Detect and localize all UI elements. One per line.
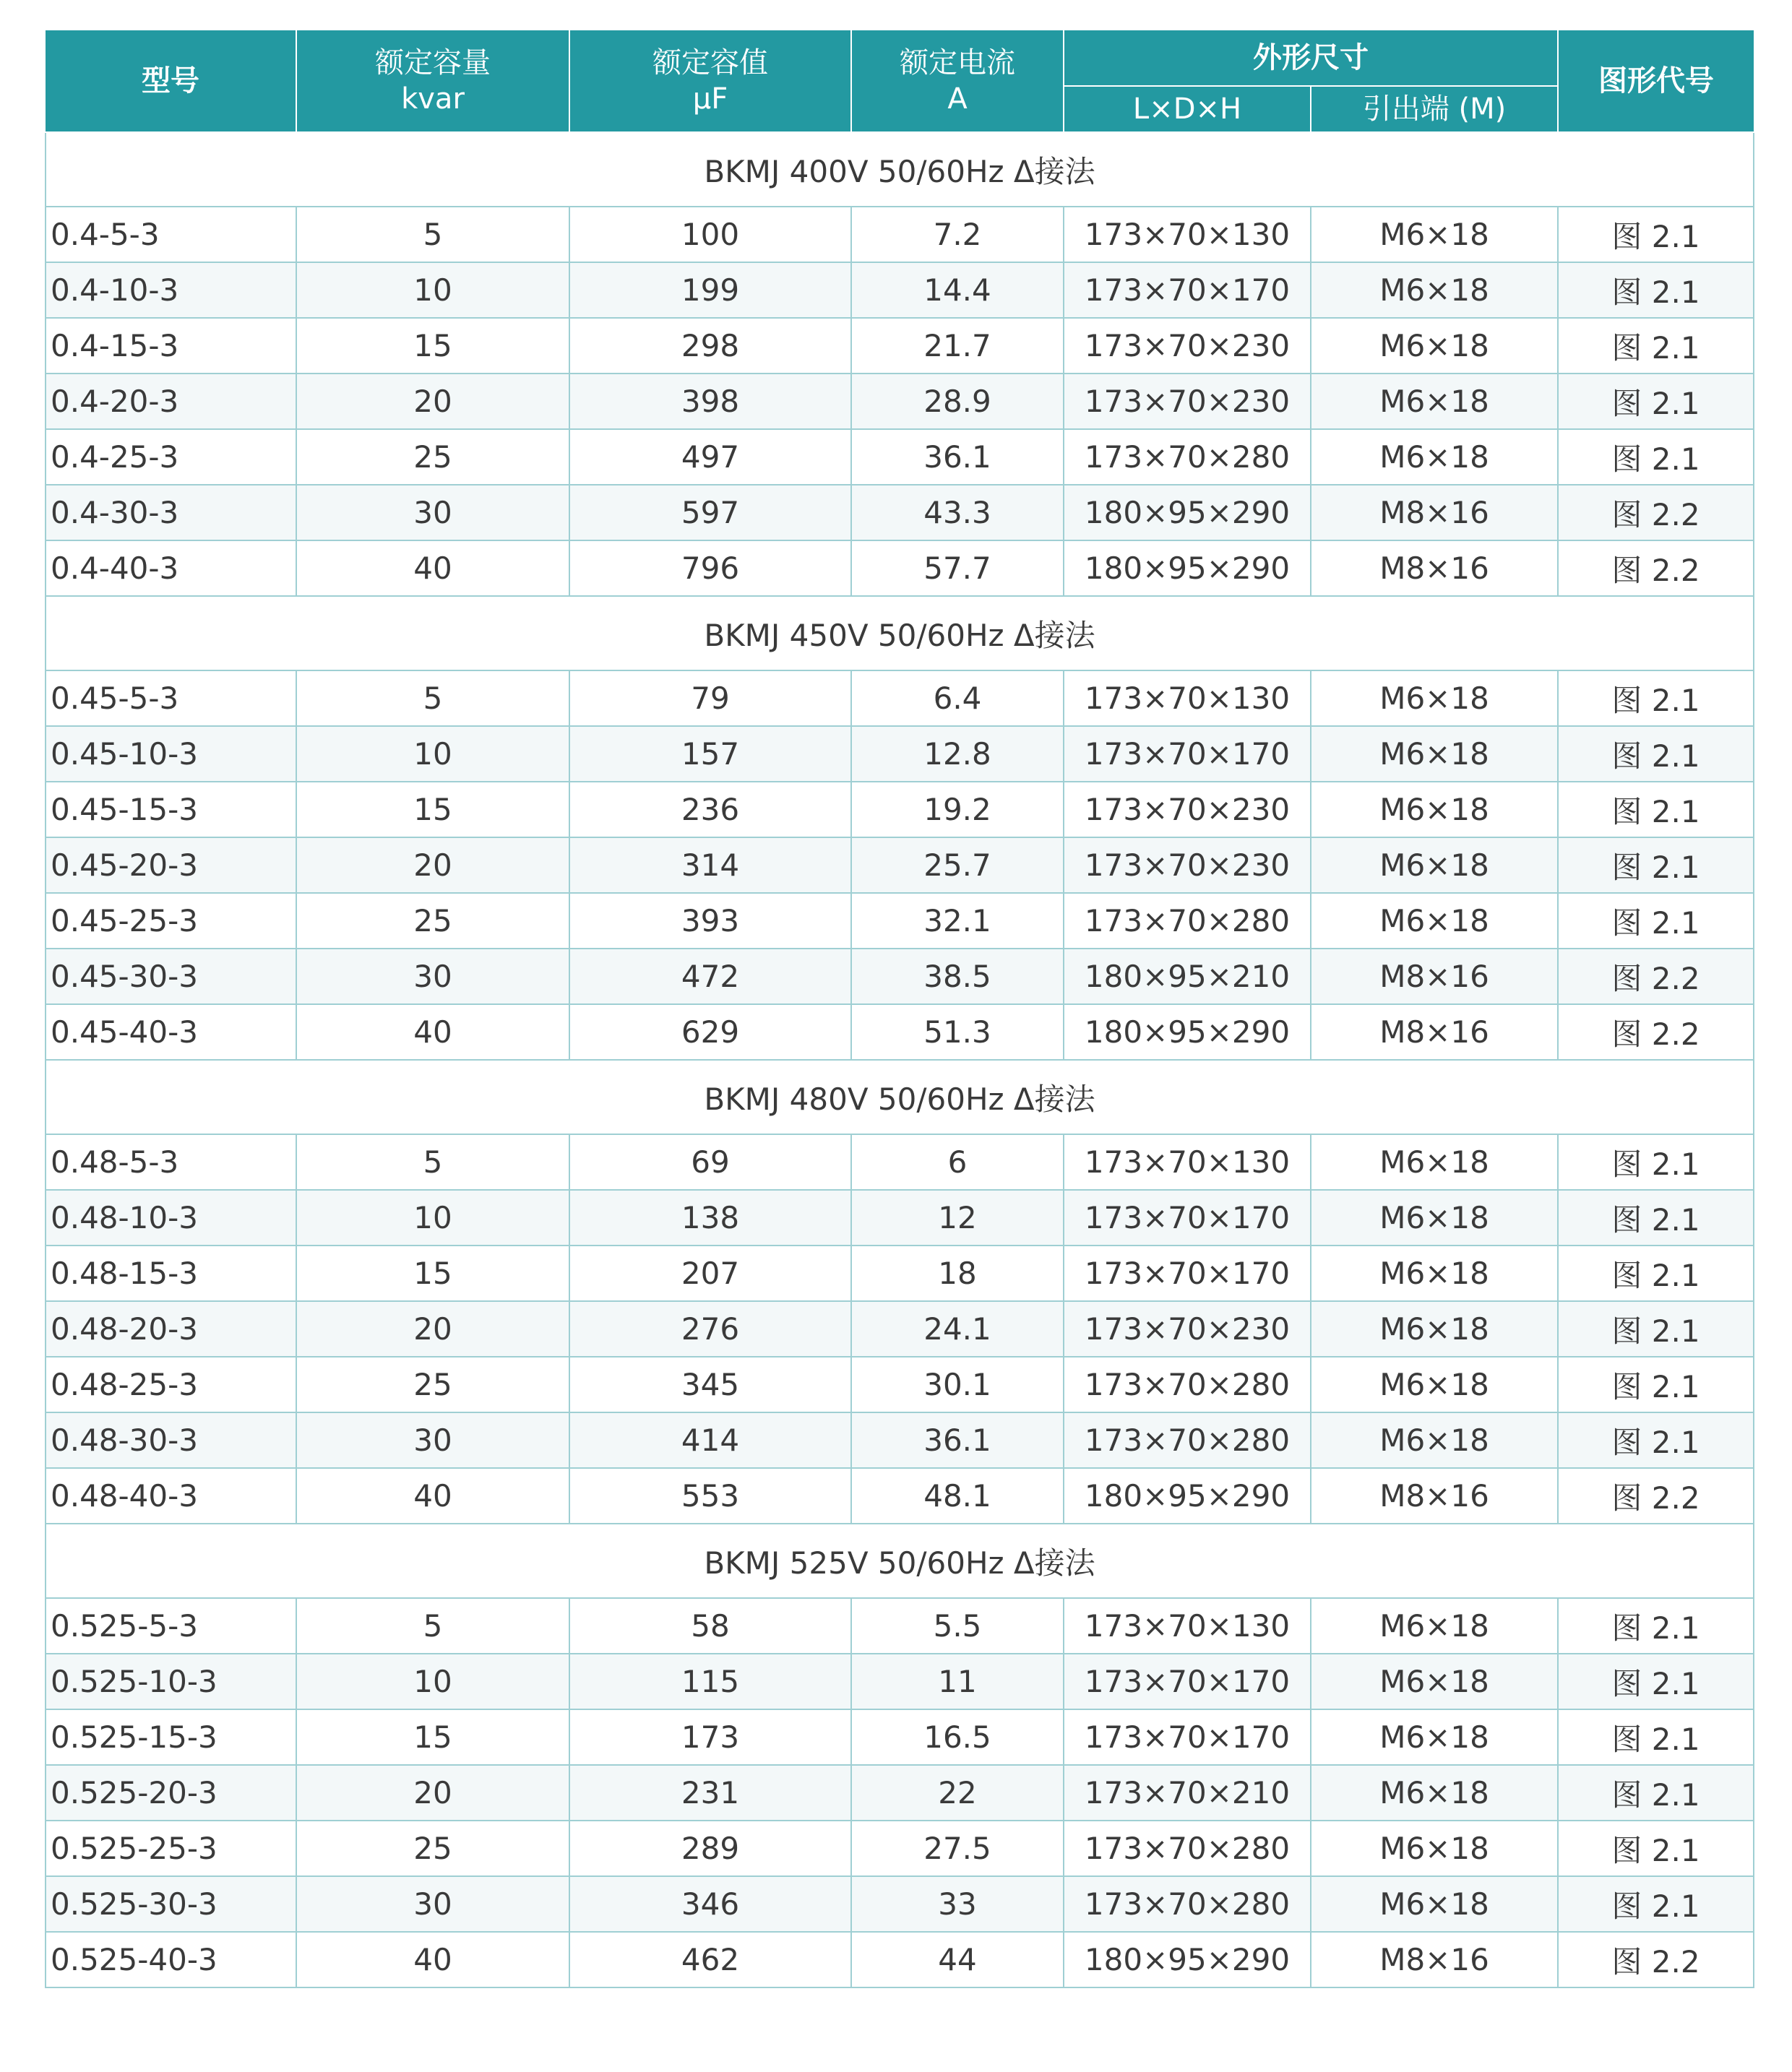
cell-dims-lxdxh: 180×95×290 xyxy=(1064,1932,1311,1987)
cell-capacitance: 462 xyxy=(569,1932,851,1987)
cell-capacitance: 497 xyxy=(569,429,851,485)
cell-figure: 图 2.1 xyxy=(1558,374,1754,429)
cell-terminal: M8×16 xyxy=(1311,949,1558,1004)
cell-dims-lxdxh: 180×95×210 xyxy=(1064,949,1311,1004)
cell-capacity: 15 xyxy=(296,318,569,374)
group-title: BKMJ 480V 50/60Hz Δ接法 xyxy=(46,1060,1754,1134)
group-title: BKMJ 450V 50/60Hz Δ接法 xyxy=(46,596,1754,670)
cell-dims-lxdxh: 173×70×170 xyxy=(1064,1654,1311,1709)
cell-terminal: M6×18 xyxy=(1311,1876,1558,1932)
cell-dims-lxdxh: 173×70×280 xyxy=(1064,1412,1311,1468)
cell-capacitance: 231 xyxy=(569,1765,851,1821)
cell-current: 6.4 xyxy=(851,670,1064,726)
cell-figure: 图 2.1 xyxy=(1558,1765,1754,1821)
cell-dims-lxdxh: 173×70×230 xyxy=(1064,837,1311,893)
header-dimensions: 外形尺寸 xyxy=(1064,30,1558,86)
cell-figure: 图 2.1 xyxy=(1558,726,1754,782)
table-row xyxy=(46,318,1754,374)
cell-figure: 图 2.2 xyxy=(1558,540,1754,596)
cell-current: 14.4 xyxy=(851,262,1064,318)
header-dims-lxdxh: L×D×H xyxy=(1064,86,1311,132)
cell-dims-lxdxh: 173×70×130 xyxy=(1064,207,1311,262)
cell-capacity: 10 xyxy=(296,1654,569,1709)
cell-model: 0.4-25-3 xyxy=(46,429,296,485)
cell-dims-lxdxh: 173×70×130 xyxy=(1064,1598,1311,1654)
cell-dims-lxdxh: 173×70×230 xyxy=(1064,782,1311,837)
cell-capacitance: 796 xyxy=(569,540,851,596)
cell-model: 0.48-30-3 xyxy=(46,1412,296,1468)
cell-capacitance: 79 xyxy=(569,670,851,726)
group-title: BKMJ 400V 50/60Hz Δ接法 xyxy=(46,132,1754,207)
cell-capacity: 10 xyxy=(296,726,569,782)
cell-figure: 图 2.2 xyxy=(1558,1468,1754,1524)
cell-model: 0.525-40-3 xyxy=(46,1932,296,1987)
table-row xyxy=(46,670,1754,726)
cell-model: 0.45-20-3 xyxy=(46,837,296,893)
cell-terminal: M8×16 xyxy=(1311,485,1558,540)
cell-dims-lxdxh: 180×95×290 xyxy=(1064,1004,1311,1060)
header-capacity: 额定容量 kvar xyxy=(296,30,569,132)
cell-model: 0.4-5-3 xyxy=(46,207,296,262)
cell-capacity: 20 xyxy=(296,1301,569,1357)
cell-dims-lxdxh: 180×95×290 xyxy=(1064,485,1311,540)
cell-capacity: 25 xyxy=(296,1357,569,1412)
cell-current: 57.7 xyxy=(851,540,1064,596)
cell-figure: 图 2.1 xyxy=(1558,1301,1754,1357)
cell-capacity: 5 xyxy=(296,1134,569,1190)
cell-terminal: M6×18 xyxy=(1311,893,1558,949)
cell-figure: 图 2.1 xyxy=(1558,262,1754,318)
cell-dims-lxdxh: 173×70×170 xyxy=(1064,1246,1311,1301)
table-header xyxy=(46,30,1754,132)
cell-figure: 图 2.1 xyxy=(1558,1190,1754,1246)
cell-figure: 图 2.1 xyxy=(1558,1821,1754,1876)
cell-capacity: 25 xyxy=(296,1821,569,1876)
cell-terminal: M6×18 xyxy=(1311,1821,1558,1876)
cell-figure: 图 2.2 xyxy=(1558,485,1754,540)
cell-dims-lxdxh: 173×70×170 xyxy=(1064,726,1311,782)
cell-terminal: M6×18 xyxy=(1311,1765,1558,1821)
cell-model: 0.48-20-3 xyxy=(46,1301,296,1357)
cell-capacitance: 289 xyxy=(569,1821,851,1876)
cell-current: 7.2 xyxy=(851,207,1064,262)
cell-dims-lxdxh: 173×70×230 xyxy=(1064,318,1311,374)
cell-model: 0.48-5-3 xyxy=(46,1134,296,1190)
table-row xyxy=(46,1004,1754,1060)
cell-capacity: 20 xyxy=(296,1765,569,1821)
cell-terminal: M6×18 xyxy=(1311,1654,1558,1709)
cell-figure: 图 2.1 xyxy=(1558,893,1754,949)
cell-capacitance: 414 xyxy=(569,1412,851,1468)
cell-capacity: 25 xyxy=(296,893,569,949)
cell-terminal: M6×18 xyxy=(1311,262,1558,318)
cell-terminal: M8×16 xyxy=(1311,1932,1558,1987)
cell-figure: 图 2.1 xyxy=(1558,1709,1754,1765)
cell-current: 44 xyxy=(851,1932,1064,1987)
cell-capacitance: 393 xyxy=(569,893,851,949)
cell-terminal: M8×16 xyxy=(1311,540,1558,596)
cell-model: 0.525-20-3 xyxy=(46,1765,296,1821)
header-figure: 图形代号 xyxy=(1558,30,1754,132)
cell-capacity: 5 xyxy=(296,670,569,726)
cell-capacity: 30 xyxy=(296,949,569,1004)
group-header-row xyxy=(46,1060,1754,1134)
cell-dims-lxdxh: 173×70×170 xyxy=(1064,1709,1311,1765)
cell-capacitance: 69 xyxy=(569,1134,851,1190)
cell-dims-lxdxh: 173×70×280 xyxy=(1064,1821,1311,1876)
cell-figure: 图 2.1 xyxy=(1558,1654,1754,1709)
table-row xyxy=(46,429,1754,485)
table-row xyxy=(46,1709,1754,1765)
cell-capacity: 40 xyxy=(296,540,569,596)
cell-current: 32.1 xyxy=(851,893,1064,949)
cell-model: 0.525-5-3 xyxy=(46,1598,296,1654)
cell-current: 30.1 xyxy=(851,1357,1064,1412)
cell-current: 12 xyxy=(851,1190,1064,1246)
cell-capacity: 25 xyxy=(296,429,569,485)
cell-model: 0.45-25-3 xyxy=(46,893,296,949)
cell-current: 36.1 xyxy=(851,429,1064,485)
table-row xyxy=(46,1357,1754,1412)
cell-capacitance: 298 xyxy=(569,318,851,374)
cell-terminal: M6×18 xyxy=(1311,1134,1558,1190)
table-row xyxy=(46,262,1754,318)
cell-terminal: M6×18 xyxy=(1311,726,1558,782)
cell-dims-lxdxh: 173×70×280 xyxy=(1064,893,1311,949)
table-row xyxy=(46,1765,1754,1821)
cell-figure: 图 2.1 xyxy=(1558,1412,1754,1468)
group-header-row xyxy=(46,1524,1754,1598)
cell-figure: 图 2.1 xyxy=(1558,207,1754,262)
cell-terminal: M6×18 xyxy=(1311,429,1558,485)
cell-figure: 图 2.1 xyxy=(1558,429,1754,485)
cell-terminal: M6×18 xyxy=(1311,670,1558,726)
table-row xyxy=(46,1468,1754,1524)
cell-terminal: M6×18 xyxy=(1311,374,1558,429)
table-row xyxy=(46,782,1754,837)
cell-dims-lxdxh: 173×70×130 xyxy=(1064,1134,1311,1190)
cell-capacity: 30 xyxy=(296,1412,569,1468)
cell-model: 0.525-30-3 xyxy=(46,1876,296,1932)
table-body xyxy=(46,132,1754,1987)
cell-current: 5.5 xyxy=(851,1598,1064,1654)
group-title: BKMJ 525V 50/60Hz Δ接法 xyxy=(46,1524,1754,1598)
cell-current: 16.5 xyxy=(851,1709,1064,1765)
cell-capacitance: 58 xyxy=(569,1598,851,1654)
cell-capacitance: 346 xyxy=(569,1876,851,1932)
table-row xyxy=(46,540,1754,596)
cell-capacitance: 597 xyxy=(569,485,851,540)
cell-current: 27.5 xyxy=(851,1821,1064,1876)
cell-model: 0.45-40-3 xyxy=(46,1004,296,1060)
header-model: 型号 xyxy=(46,30,296,132)
cell-dims-lxdxh: 180×95×290 xyxy=(1064,540,1311,596)
cell-model: 0.525-10-3 xyxy=(46,1654,296,1709)
cell-figure: 图 2.2 xyxy=(1558,1932,1754,1987)
cell-terminal: M8×16 xyxy=(1311,1004,1558,1060)
cell-current: 11 xyxy=(851,1654,1064,1709)
table-row xyxy=(46,207,1754,262)
cell-capacity: 5 xyxy=(296,207,569,262)
cell-model: 0.48-25-3 xyxy=(46,1357,296,1412)
cell-capacitance: 314 xyxy=(569,837,851,893)
cell-capacity: 15 xyxy=(296,1709,569,1765)
table-row xyxy=(46,1246,1754,1301)
table-row xyxy=(46,1932,1754,1987)
cell-capacity: 15 xyxy=(296,782,569,837)
cell-dims-lxdxh: 173×70×130 xyxy=(1064,670,1311,726)
cell-current: 21.7 xyxy=(851,318,1064,374)
cell-figure: 图 2.1 xyxy=(1558,1876,1754,1932)
cell-capacity: 20 xyxy=(296,837,569,893)
cell-capacity: 10 xyxy=(296,262,569,318)
cell-model: 0.4-20-3 xyxy=(46,374,296,429)
header-dims-terminal: 引出端 (M) xyxy=(1311,86,1558,132)
cell-model: 0.48-40-3 xyxy=(46,1468,296,1524)
cell-figure: 图 2.2 xyxy=(1558,949,1754,1004)
cell-dims-lxdxh: 173×70×280 xyxy=(1064,1876,1311,1932)
cell-current: 25.7 xyxy=(851,837,1064,893)
cell-current: 48.1 xyxy=(851,1468,1064,1524)
group-header-row xyxy=(46,132,1754,207)
cell-terminal: M6×18 xyxy=(1311,1598,1558,1654)
cell-current: 19.2 xyxy=(851,782,1064,837)
cell-capacitance: 345 xyxy=(569,1357,851,1412)
cell-capacity: 40 xyxy=(296,1932,569,1987)
cell-dims-lxdxh: 173×70×280 xyxy=(1064,429,1311,485)
cell-dims-lxdxh: 173×70×170 xyxy=(1064,1190,1311,1246)
cell-model: 0.45-5-3 xyxy=(46,670,296,726)
cell-figure: 图 2.1 xyxy=(1558,837,1754,893)
cell-capacitance: 199 xyxy=(569,262,851,318)
cell-dims-lxdxh: 173×70×280 xyxy=(1064,1357,1311,1412)
cell-capacity: 30 xyxy=(296,1876,569,1932)
table-row xyxy=(46,1134,1754,1190)
cell-current: 43.3 xyxy=(851,485,1064,540)
cell-capacitance: 138 xyxy=(569,1190,851,1246)
cell-terminal: M6×18 xyxy=(1311,782,1558,837)
cell-model: 0.48-10-3 xyxy=(46,1190,296,1246)
cell-figure: 图 2.1 xyxy=(1558,318,1754,374)
cell-current: 28.9 xyxy=(851,374,1064,429)
cell-terminal: M6×18 xyxy=(1311,1246,1558,1301)
cell-capacitance: 100 xyxy=(569,207,851,262)
cell-capacity: 40 xyxy=(296,1004,569,1060)
cell-terminal: M6×18 xyxy=(1311,207,1558,262)
cell-current: 51.3 xyxy=(851,1004,1064,1060)
table-row xyxy=(46,1301,1754,1357)
header-capacitance: 额定容值 µF xyxy=(569,30,851,132)
table-row xyxy=(46,1412,1754,1468)
cell-capacitance: 398 xyxy=(569,374,851,429)
cell-capacitance: 472 xyxy=(569,949,851,1004)
cell-figure: 图 2.1 xyxy=(1558,1598,1754,1654)
table-row xyxy=(46,1598,1754,1654)
cell-model: 0.48-15-3 xyxy=(46,1246,296,1301)
cell-figure: 图 2.2 xyxy=(1558,1004,1754,1060)
cell-current: 18 xyxy=(851,1246,1064,1301)
cell-terminal: M6×18 xyxy=(1311,1412,1558,1468)
cell-model: 0.525-25-3 xyxy=(46,1821,296,1876)
cell-figure: 图 2.1 xyxy=(1558,782,1754,837)
cell-model: 0.4-10-3 xyxy=(46,262,296,318)
cell-current: 38.5 xyxy=(851,949,1064,1004)
cell-current: 36.1 xyxy=(851,1412,1064,1468)
cell-figure: 图 2.1 xyxy=(1558,1357,1754,1412)
cell-figure: 图 2.1 xyxy=(1558,1246,1754,1301)
cell-terminal: M6×18 xyxy=(1311,318,1558,374)
table-row xyxy=(46,837,1754,893)
cell-model: 0.525-15-3 xyxy=(46,1709,296,1765)
cell-capacitance: 157 xyxy=(569,726,851,782)
cell-capacity: 10 xyxy=(296,1190,569,1246)
cell-terminal: M6×18 xyxy=(1311,1357,1558,1412)
cell-terminal: M8×16 xyxy=(1311,1468,1558,1524)
capacitor-spec-table xyxy=(45,30,1754,1988)
cell-model: 0.45-30-3 xyxy=(46,949,296,1004)
table-row xyxy=(46,1190,1754,1246)
cell-terminal: M6×18 xyxy=(1311,1190,1558,1246)
cell-terminal: M6×18 xyxy=(1311,837,1558,893)
cell-current: 33 xyxy=(851,1876,1064,1932)
cell-model: 0.45-15-3 xyxy=(46,782,296,837)
cell-terminal: M6×18 xyxy=(1311,1709,1558,1765)
cell-capacitance: 553 xyxy=(569,1468,851,1524)
table-row xyxy=(46,485,1754,540)
cell-figure: 图 2.1 xyxy=(1558,1134,1754,1190)
cell-model: 0.4-15-3 xyxy=(46,318,296,374)
table-row xyxy=(46,893,1754,949)
cell-current: 24.1 xyxy=(851,1301,1064,1357)
cell-figure: 图 2.1 xyxy=(1558,670,1754,726)
cell-capacity: 30 xyxy=(296,485,569,540)
table-row xyxy=(46,374,1754,429)
table-row xyxy=(46,1821,1754,1876)
table-row xyxy=(46,1876,1754,1932)
cell-capacitance: 207 xyxy=(569,1246,851,1301)
cell-capacitance: 115 xyxy=(569,1654,851,1709)
cell-terminal: M6×18 xyxy=(1311,1301,1558,1357)
table-row xyxy=(46,949,1754,1004)
cell-dims-lxdxh: 173×70×210 xyxy=(1064,1765,1311,1821)
cell-capacitance: 173 xyxy=(569,1709,851,1765)
cell-dims-lxdxh: 173×70×230 xyxy=(1064,374,1311,429)
cell-model: 0.45-10-3 xyxy=(46,726,296,782)
cell-capacity: 5 xyxy=(296,1598,569,1654)
cell-current: 12.8 xyxy=(851,726,1064,782)
cell-capacity: 20 xyxy=(296,374,569,429)
cell-dims-lxdxh: 173×70×170 xyxy=(1064,262,1311,318)
group-header-row xyxy=(46,596,1754,670)
cell-capacity: 40 xyxy=(296,1468,569,1524)
cell-capacitance: 276 xyxy=(569,1301,851,1357)
table-row xyxy=(46,726,1754,782)
cell-capacitance: 236 xyxy=(569,782,851,837)
table-row xyxy=(46,1654,1754,1709)
cell-capacity: 15 xyxy=(296,1246,569,1301)
cell-current: 6 xyxy=(851,1134,1064,1190)
cell-dims-lxdxh: 173×70×230 xyxy=(1064,1301,1311,1357)
header-current: 额定电流 A xyxy=(851,30,1064,132)
cell-capacitance: 629 xyxy=(569,1004,851,1060)
spec-table-container xyxy=(45,30,1753,1988)
cell-model: 0.4-30-3 xyxy=(46,485,296,540)
cell-current: 22 xyxy=(851,1765,1064,1821)
cell-dims-lxdxh: 180×95×290 xyxy=(1064,1468,1311,1524)
cell-model: 0.4-40-3 xyxy=(46,540,296,596)
